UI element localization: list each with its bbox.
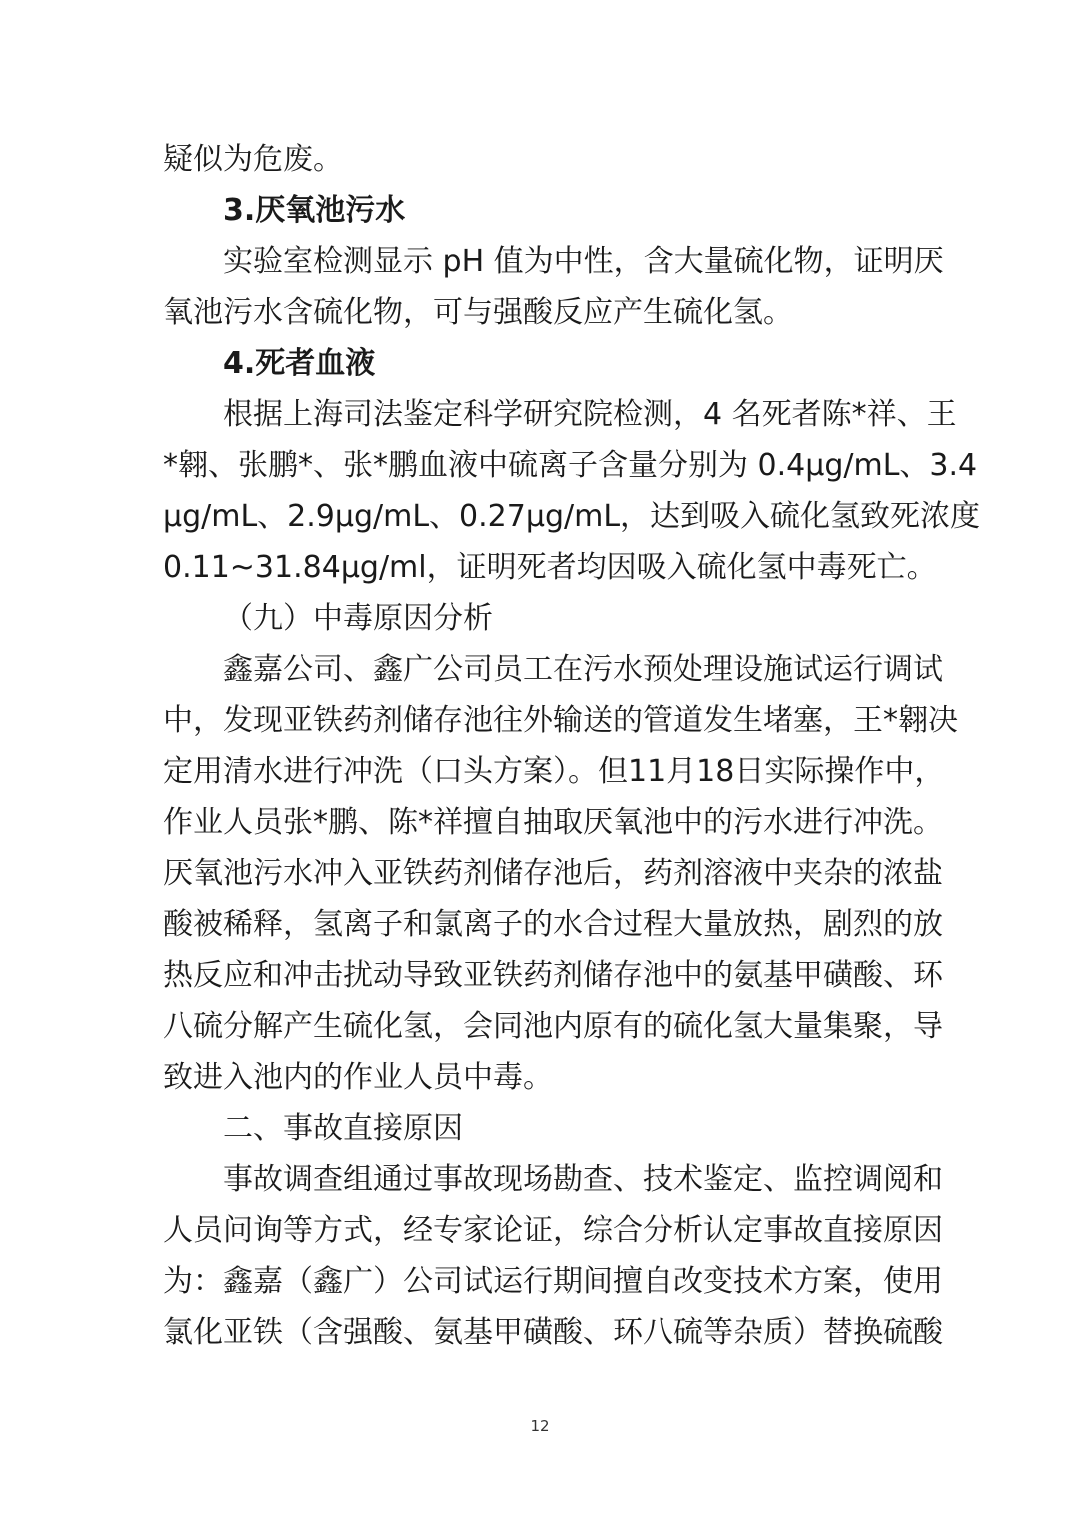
section-heading: 3.厌氧池污水 bbox=[223, 193, 406, 228]
paragraph-line: 中，发现亚铁药剂储存池往外输送的管道发生堵塞，王*翱决 bbox=[163, 703, 958, 738]
paragraph-line: 热反应和冲击扰动导致亚铁药剂储存池中的氨基甲磺酸、环 bbox=[163, 958, 943, 993]
paragraph-line: 八硫分解产生硫化氢，会同池内原有的硫化氢大量集聚，导 bbox=[163, 1009, 943, 1044]
paragraph-line: 鑫嘉公司、鑫广公司员工在污水预处理设施试运行调试 bbox=[223, 652, 943, 687]
section-heading: （九）中毒原因分析 bbox=[223, 601, 493, 636]
paragraph-line: 氧池污水含硫化物，可与强酸反应产生硫化氢。 bbox=[163, 295, 793, 330]
paragraph-line: 疑似为危废。 bbox=[163, 142, 343, 177]
paragraph-line: 定用清水进行冲洗（口头方案）。但11月18日实际操作中， bbox=[163, 754, 945, 789]
paragraph-line: 氯化亚铁（含强酸、氨基甲磺酸、环八硫等杂质）替换硫酸 bbox=[163, 1315, 943, 1350]
paragraph-line: 作业人员张*鹏、陈*祥擅自抽取厌氧池中的污水进行冲洗。 bbox=[163, 805, 943, 840]
paragraph-line: 事故调查组通过事故现场勘查、技术鉴定、监控调阅和 bbox=[223, 1162, 943, 1197]
paragraph-line: 厌氧池污水冲入亚铁药剂储存池后，药剂溶液中夹杂的浓盐 bbox=[163, 856, 943, 891]
paragraph-line: 根据上海司法鉴定科学研究院检测，4 名死者陈*祥、王 bbox=[223, 397, 957, 432]
section-heading: 二、事故直接原因 bbox=[223, 1111, 463, 1146]
paragraph-line: 实验室检测显示 pH 值为中性，含大量硫化物，证明厌 bbox=[223, 244, 944, 279]
paragraph-line: 为：鑫嘉（鑫广）公司试运行期间擅自改变技术方案，使用 bbox=[163, 1264, 943, 1299]
paragraph-line: μg/mL、2.9μg/mL、0.27μg/mL，达到吸入硫化氢致死浓度 bbox=[163, 499, 981, 534]
paragraph-line: 0.11~31.84μg/ml，证明死者均因吸入硫化氢中毒死亡。 bbox=[163, 550, 937, 585]
document-body bbox=[163, 134, 981, 1358]
paragraph-line: 酸被稀释，氢离子和氯离子的水合过程大量放热，剧烈的放 bbox=[163, 907, 943, 942]
paragraph-line: *翱、张鹏*、张*鹏血液中硫离子含量分别为 0.4μg/mL、3.4 bbox=[163, 448, 978, 483]
paragraph-line: 人员问询等方式，经专家论证，综合分析认定事故直接原因 bbox=[163, 1213, 943, 1248]
paragraph-line: 致进入池内的作业人员中毒。 bbox=[163, 1060, 553, 1095]
page-number: 12 bbox=[530, 1417, 550, 1435]
section-heading: 4.死者血液 bbox=[223, 346, 376, 381]
